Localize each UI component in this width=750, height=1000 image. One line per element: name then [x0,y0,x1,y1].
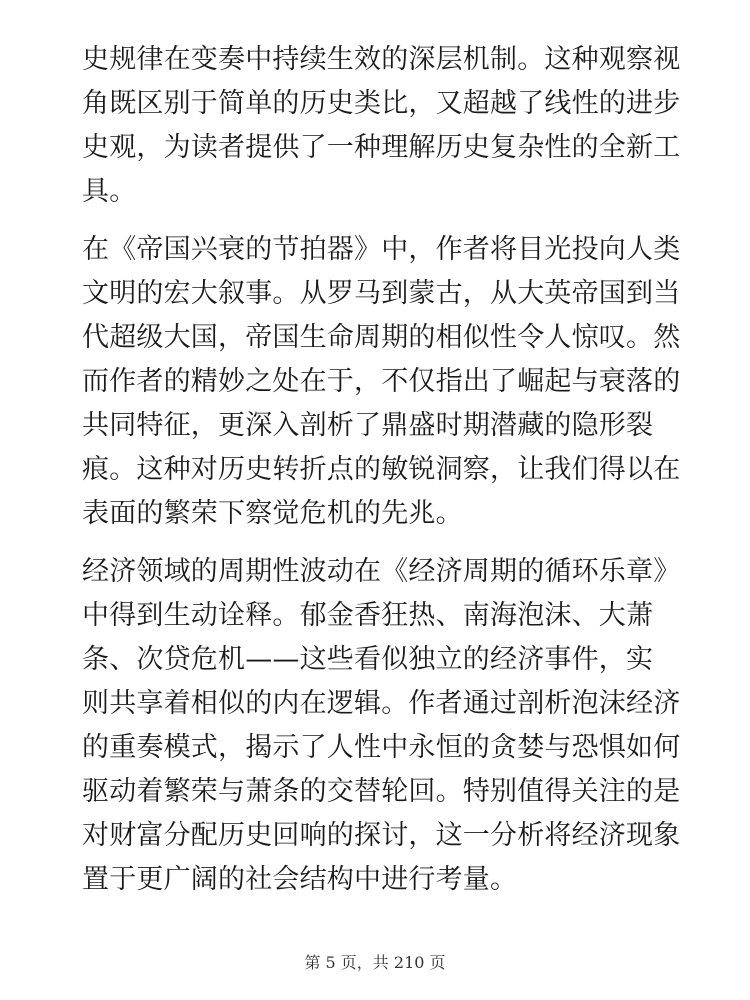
page-number: 第 5 页，共 210 页 [304,953,446,972]
paragraph-line: 经济领域的周期性波动在《经济周期的循环乐章》 [82,556,681,587]
paragraph-line: 痕。这种对历史转折点的敏锐洞察，让我们得以在 [82,454,681,485]
paragraph-line: 表面的繁荣下察觉危机的先兆。 [82,498,463,529]
paragraph-line: 则共享着相似的内在逻辑。作者通过剖析泡沫经济 [82,688,681,719]
paragraph-line: 史观，为读者提供了一种理解历史复杂性的全新工 [82,132,681,163]
paragraph-line: 角既区别于简单的历史类比，又超越了线性的进步 [82,88,681,119]
paragraph-line: 条、次贷危机——这些看似独立的经济事件，实 [82,644,654,675]
paragraph-line: 具。 [82,176,137,207]
paragraph-3 [82,550,682,902]
paragraph-line: 对财富分配历史回响的探讨，这一分析将经济现象 [82,820,681,851]
paragraph-line: 置于更广阔的社会结构中进行考量。 [82,864,518,895]
paragraph-line: 的重奏模式，揭示了人性中永恒的贪婪与恐惧如何 [82,732,681,763]
paragraph-line: 文明的宏大叙事。从罗马到蒙古，从大英帝国到当 [82,278,681,309]
paragraph-line: 共同特征，更深入剖析了鼎盛时期潜藏的隐形裂 [82,410,654,441]
paragraph-line: 代超级大国，帝国生命周期的相似性令人惊叹。然 [82,322,681,353]
body-text [82,38,682,916]
paragraph-1 [82,38,682,214]
paragraph-line: 驱动着繁荣与萧条的交替轮回。特别值得关注的是 [82,776,681,807]
paragraph-line: 而作者的精妙之处在于，不仅指出了崛起与衰落的 [82,366,681,397]
paragraph-line: 史规律在变奏中持续生效的深层机制。这种观察视 [82,44,681,75]
paragraph-line: 中得到生动诠释。郁金香狂热、南海泡沫、大萧 [82,600,654,631]
paragraph-2 [82,228,682,536]
paragraph-line: 在《帝国兴衰的节拍器》中，作者将目光投向人类 [82,234,681,265]
